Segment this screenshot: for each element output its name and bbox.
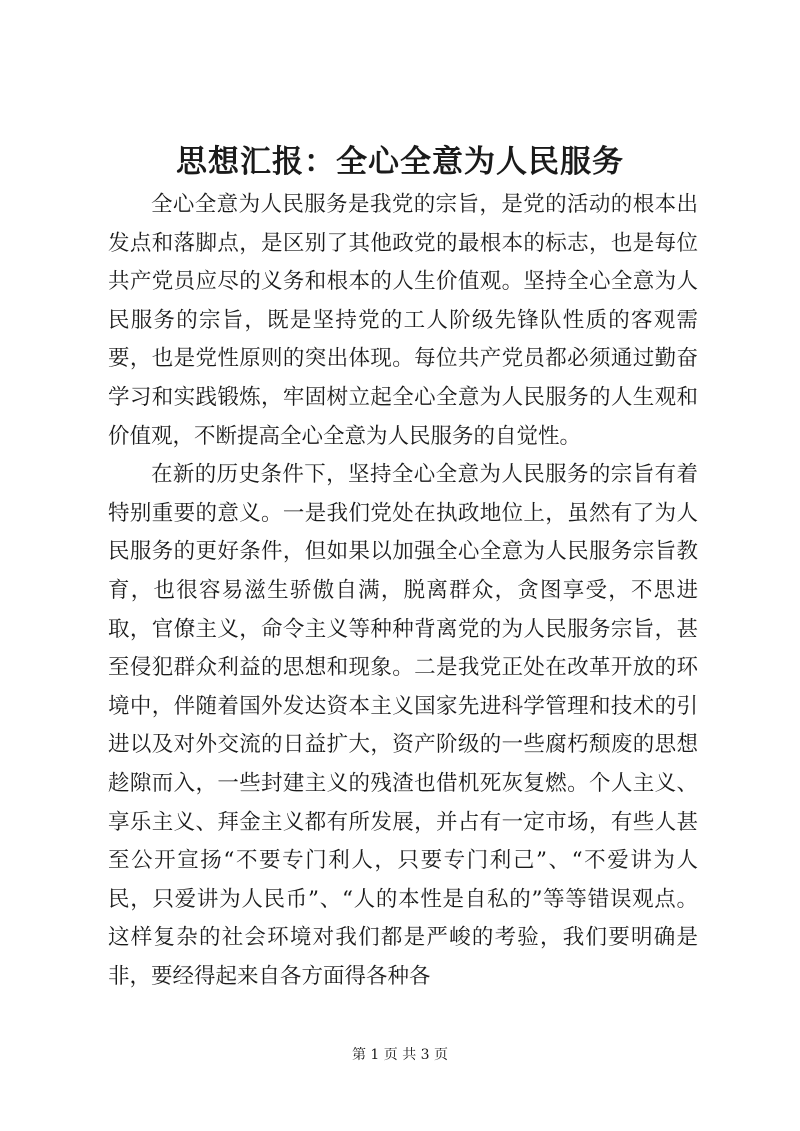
document-body [108, 186, 698, 996]
page-footer: 第 1 页 共 3 页 [351, 1047, 449, 1063]
document-title: 思想汇报：全心全意为人民服务 [176, 144, 624, 180]
paragraph-1: 全心全意为人民服务是我党的宗旨，是党的活动的根本出发点和落脚点，是区别了其他政党的最根本的标志，也是每位共产党员应尽的义务和根本的人生价值观。坚持全心全意为人民服务的宗旨，既是坚持党的工人阶级先锋队性质的客观需要，也是党性原则的突出体现。每位共产党员都必须通过勤奋学习和实践锻炼，牢固树立起全心全意为人民服务的人生观和价值观，不断提高全心全意为人民服务的自觉性。 [108, 192, 698, 449]
paragraph-2: 在新的历史条件下，坚持全心全意为人民服务的宗旨有着特别重要的意义。一是我们党处在执政地位上，虽然有了为人民服务的更好条件，但如果以加强全心全意为人民服务宗旨教育，也很容易滋生骄傲自满，脱离群众，贪图享受，不思进取，官僚主义，命令主义等种种背离党的为人民服务宗旨，甚至侵犯群众利益的思想和现象。二是我党正处在改革开放的环境中，伴随着国外发达资本主义国家先进科学管理和技术的引进以及对外交流的日益扩大，资产阶级的一些腐朽颓废的思想趁隙而入，一些封建主义的残渣也借机死灰复燃。个人主义、享乐主义、拜金主义都有所发展，并占有一定市场，有些人甚至公开宣扬“不要专门利人，只要专门利己”、“不爱讲为人民，只爱讲为人民币”、“人的本性是自私的”等等错误观点。这样复杂的社会环境对我们都是严峻的考验，我们要明确是非，要经得起来自各方面得各种各 [108, 462, 698, 989]
